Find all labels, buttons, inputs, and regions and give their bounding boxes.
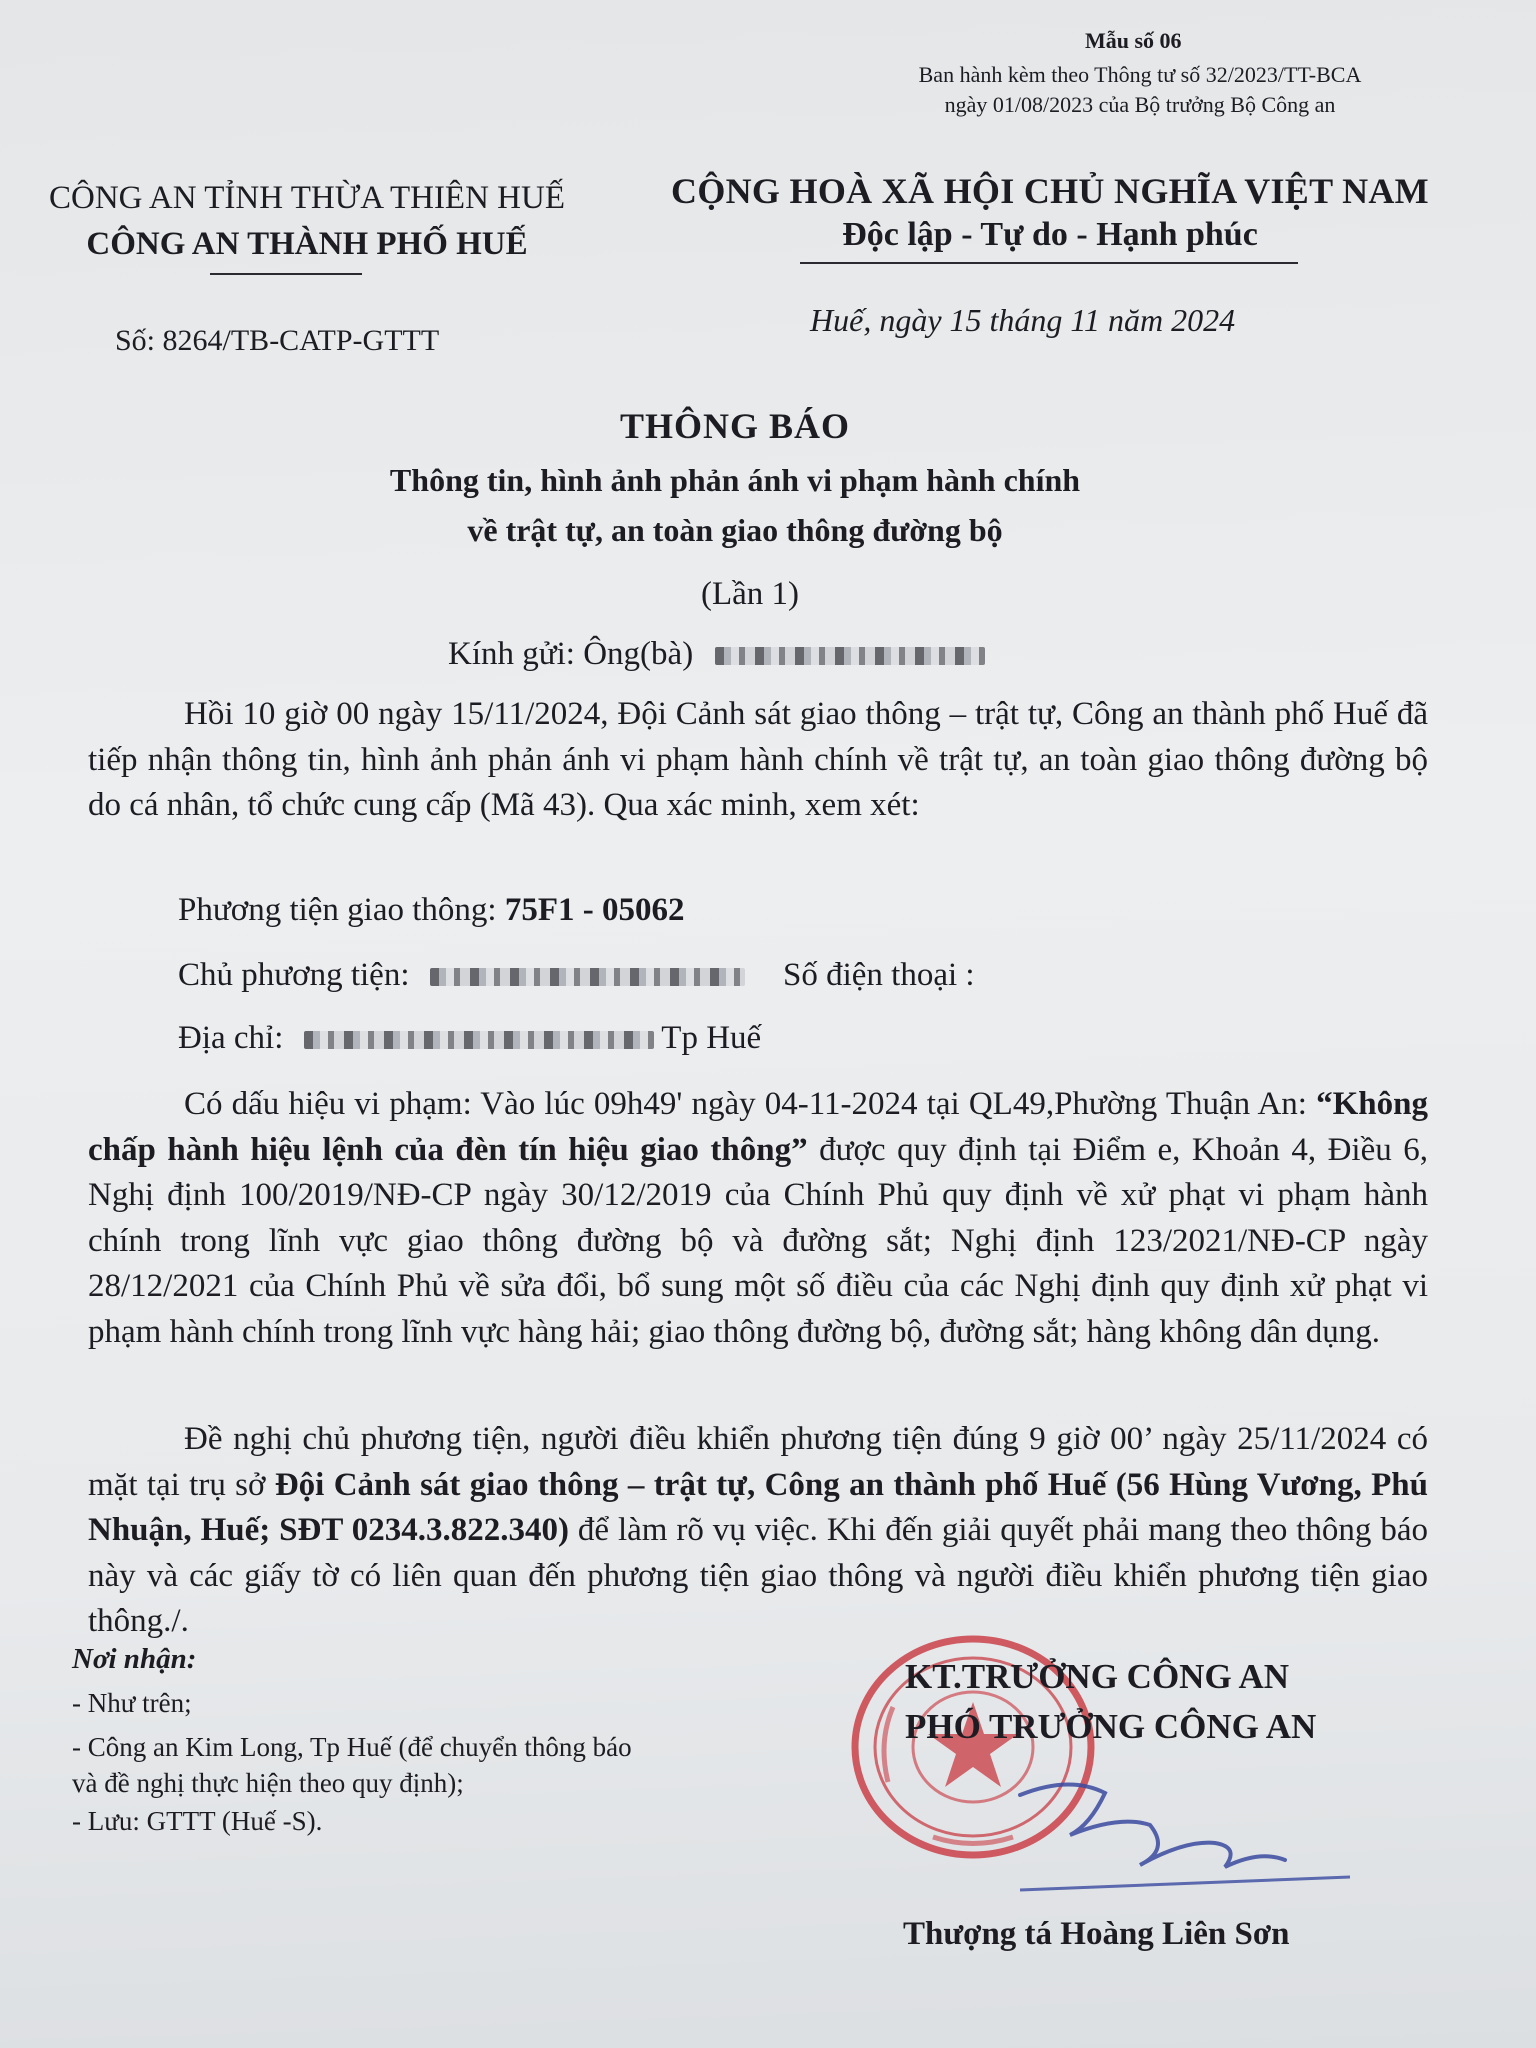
national-motto: Độc lập - Tự do - Hạnh phúc [842, 216, 1258, 253]
circular-reference [880, 60, 1400, 120]
address-city: Tp Huế [661, 1020, 762, 1056]
republic-name: CỘNG HOÀ XÃ HỘI CHỦ NGHĨA VIỆT NAM [671, 171, 1429, 211]
place-date: Huế, ngày 15 tháng 11 năm 2024 [810, 302, 1236, 338]
vehicle-label: Phương tiện giao thông: [178, 892, 505, 928]
subtitle-line-2: về trật tự, an toàn giao thông đường bộ [467, 512, 1003, 548]
violation-intro: Có dấu hiệu vi phạm: Vào lúc 09h49' ngày 04-11-2024 tại QL49,Phường Thuận An: [184, 1086, 1317, 1122]
recipient-item: - Lưu: GTTT (Huế -S). [72, 1806, 323, 1836]
motto-underline [800, 262, 1298, 264]
phone-label: Số điện thoại : [783, 957, 975, 993]
signature-role-2: PHÓ TRƯỞNG CÔNG AN [905, 1707, 1317, 1746]
handwritten-signature-icon [1010, 1755, 1360, 1915]
signer-name: Thượng tá Hoàng Liên Sơn [903, 1916, 1290, 1952]
vehicle-line [178, 892, 684, 929]
vehicle-plate: 75F1 - 05062 [504, 892, 685, 928]
paragraph-receipt [88, 692, 1428, 829]
agency-underline [210, 273, 362, 275]
recipient-item: - Công an Kim Long, Tp Huế (để chuyển thông báo [72, 1732, 632, 1762]
notice-times: (Lần 1) [700, 576, 800, 612]
request-office: Đội Cảnh sát giao thông – trật tự, Công an thành phố Huế (56 Hùng Vương, Phú Nhuận, Huế; SĐT 0234.3.822.340) [88, 1466, 1428, 1548]
request-intro: Đề nghị chủ phương tiện, người điều khiển phương tiện đúng 9 giờ 00’ ngày 25/11/2024 có mặt tại trụ sở [88, 1421, 1428, 1503]
circular-line-1: Ban hành kèm theo Thông tư số 32/2023/TT-BCA [918, 62, 1362, 87]
document-title: THÔNG BÁO [619, 406, 851, 446]
recipient-item: và đề nghị thực hiện theo quy định); [72, 1768, 464, 1798]
address-label: Địa chỉ: [178, 1020, 284, 1056]
request-rest: để làm rõ vụ việc. Khi đến giải quyết phải mang theo thông báo này và các giấy tờ có liên quan đến phương tiện giao thông và người điều khiển phương tiện giao thông./. [88, 1512, 1429, 1639]
paragraph-receipt-text: Hồi 10 giờ 00 ngày 15/11/2024, Đội Cảnh sát giao thông – trật tự, Công an thành phố Huế đã tiếp nhận thông tin, hình ảnh phản ánh vi phạm hành chính về trật tự, an toàn giao thông đường bộ do cá nhân, tổ chức cung cấp (Mã 43). Qua xác minh, xem xét: [88, 696, 1428, 823]
redacted-owner [430, 968, 745, 986]
paragraph-violation [88, 1082, 1428, 1355]
owner-line [178, 957, 745, 994]
document-number: Số: 8264/TB-CATP-GTTT [115, 324, 440, 357]
paragraph-request [88, 1417, 1428, 1645]
form-number: Mẫu số 06 [1085, 28, 1182, 53]
violation-description: “Không chấp hành hiệu lệnh của đèn tín hiệu giao thông” [88, 1086, 1428, 1168]
signature-role-1: KT.TRƯỞNG CÔNG AN [905, 1657, 1290, 1696]
circular-line-2: ngày 01/08/2023 của Bộ trưởng Bộ Công an [944, 92, 1336, 117]
agency-province: CÔNG AN TỈNH THỪA THIÊN HUẾ [48, 180, 565, 216]
redacted-name [715, 647, 985, 665]
agency-city: CÔNG AN THÀNH PHỐ HUẾ [86, 226, 528, 262]
address-line [178, 1020, 761, 1057]
redacted-address [304, 1031, 654, 1049]
greeting [448, 636, 985, 673]
greeting-label: Kính gửi: Ông(bà) [448, 636, 694, 672]
recipient-item: - Như trên; [72, 1688, 192, 1718]
recipients-title: Nơi nhận: [72, 1643, 197, 1675]
subtitle-line-1: Thông tin, hình ảnh phản ánh vi phạm hành chính [389, 462, 1081, 498]
violation-legal-basis: được quy định tại Điểm e, Khoản 4, Điều 6, Nghị định 100/2019/NĐ-CP ngày 30/12/2019 của Chính Phủ quy định về xử phạt vi phạm hành chính trong lĩnh vực giao thông đường bộ và đường sắt; Nghị định 123/2021/NĐ-CP ngày 28/12/2021 của Chính Phủ về sửa đổi, bổ sung một số điều của các Nghị định quy định xử phạt vi phạm hành chính trong lĩnh vực hàng hải; giao thông đường bộ, đường sắt; hàng không dân dụng. [88, 1131, 1428, 1350]
owner-label: Chủ phương tiện: [178, 957, 410, 993]
